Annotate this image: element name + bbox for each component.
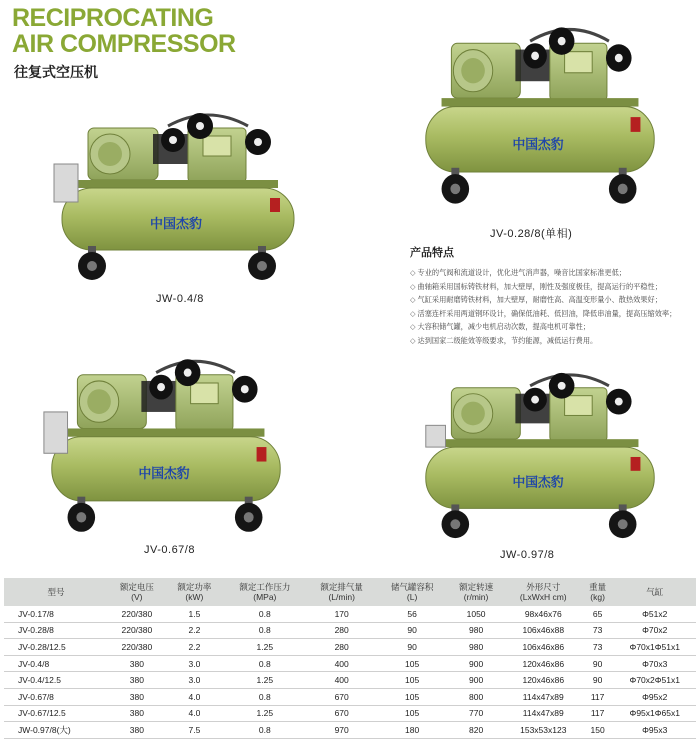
spec-cell: 117 bbox=[582, 688, 614, 705]
spec-table bbox=[4, 578, 696, 739]
spec-cell: 73 bbox=[582, 622, 614, 639]
spec-header-line: 气缸 bbox=[646, 587, 664, 597]
spec-cell: 1.25 bbox=[223, 639, 306, 656]
product-caption: JW-0.4/8 bbox=[156, 293, 204, 305]
spec-cell: 380 bbox=[108, 655, 166, 672]
spec-header-line: (MPa) bbox=[253, 592, 277, 602]
spec-cell: 2.2 bbox=[166, 622, 224, 639]
spec-cell: 280 bbox=[306, 639, 376, 656]
table-row bbox=[4, 672, 696, 689]
table-row bbox=[4, 606, 696, 622]
spec-header-line: (kg) bbox=[590, 592, 605, 602]
spec-header-line: (L) bbox=[406, 592, 418, 602]
brand-logo-text: 中国杰豹 bbox=[138, 466, 190, 483]
table-row bbox=[4, 705, 696, 722]
spec-cell: 0.8 bbox=[223, 655, 306, 672]
spec-header-line: 重量 bbox=[589, 582, 607, 592]
spec-cell: 114x47x89 bbox=[505, 688, 582, 705]
spec-header-line: 储气罐容积 bbox=[390, 582, 434, 592]
spec-header-line: (kW) bbox=[185, 592, 204, 602]
spec-header-line: 额定工作压力 bbox=[239, 582, 291, 592]
table-row bbox=[4, 655, 696, 672]
spec-header-line: (LxWxH cm) bbox=[519, 592, 567, 602]
feature-item: ◇ 达到国家二级能效等级要求，节约能源，减低运行费用。 bbox=[410, 334, 695, 348]
product-image-jv-0-67-8 bbox=[38, 352, 294, 538]
feature-item: ◇ 曲轴箱采用国标铸铁材料，加大壁厚，刚性及强度极佳，提高运行的平稳性； bbox=[410, 280, 695, 294]
title-line1: RECIPROCATING bbox=[12, 4, 214, 32]
spec-cell: 770 bbox=[447, 705, 505, 722]
feature-item: ◇ 活塞连杆采用两道钢环设计，确保低油耗、低回油，降低串油量，提高压缩效率； bbox=[410, 307, 695, 321]
spec-cell: 153x53x123 bbox=[505, 722, 582, 739]
spec-cell: 380 bbox=[108, 722, 166, 739]
spec-cell: 180 bbox=[377, 722, 447, 739]
spec-cell: 980 bbox=[447, 639, 505, 656]
spec-cell: 0.8 bbox=[223, 622, 306, 639]
spec-cell: 220/380 bbox=[108, 606, 166, 622]
feature-item: ◇ 气缸采用耐磨铸铁材料，加大壁厚，耐磨性高、高温变形量小、散热效果好； bbox=[410, 293, 695, 307]
spec-cell: 280 bbox=[306, 622, 376, 639]
features-panel bbox=[410, 244, 695, 348]
product-image-jw-0-4-8 bbox=[48, 106, 308, 286]
spec-cell: Φ70x1Φ51x1 bbox=[614, 639, 697, 656]
spec-column-header bbox=[4, 578, 108, 606]
spec-cell: 1.25 bbox=[223, 705, 306, 722]
spec-cell: 380 bbox=[108, 688, 166, 705]
product-image-jv-0-28-8 bbox=[412, 20, 668, 210]
spec-cell: 90 bbox=[377, 639, 447, 656]
spec-column-header bbox=[108, 578, 166, 606]
spec-column-header bbox=[223, 578, 306, 606]
spec-cell: 380 bbox=[108, 672, 166, 689]
spec-cell: Φ95x3 bbox=[614, 722, 697, 739]
spec-cell: 98x46x76 bbox=[505, 606, 582, 622]
spec-cell: 65 bbox=[582, 606, 614, 622]
spec-cell: 7.5 bbox=[166, 722, 224, 739]
spec-cell: 90 bbox=[582, 672, 614, 689]
spec-column-header bbox=[505, 578, 582, 606]
spec-cell: 1.5 bbox=[166, 606, 224, 622]
spec-column-header bbox=[614, 578, 697, 606]
brand-logo-text: 中国杰豹 bbox=[512, 475, 564, 491]
spec-header-line: 型号 bbox=[47, 587, 65, 597]
spec-cell: 73 bbox=[582, 639, 614, 656]
spec-header-line: (r/min) bbox=[463, 592, 489, 602]
feature-item: ◇ 专业的气阀和流道设计，优化进气消声器，噪音比国家标准更低； bbox=[410, 266, 695, 280]
table-row bbox=[4, 639, 696, 656]
spec-cell: 2.2 bbox=[166, 639, 224, 656]
product-image-jw-0-97-8 bbox=[412, 366, 668, 544]
spec-model-cell: JV-0.67/8 bbox=[4, 688, 108, 705]
spec-cell: 3.0 bbox=[166, 655, 224, 672]
spec-cell: Φ51x2 bbox=[614, 606, 697, 622]
spec-header-line: 额定转速 bbox=[459, 582, 494, 592]
product-caption: JV-0.67/8 bbox=[144, 544, 195, 556]
spec-cell: 900 bbox=[447, 655, 505, 672]
spec-cell: 105 bbox=[377, 655, 447, 672]
spec-column-header bbox=[582, 578, 614, 606]
brand-logo-text: 中国杰豹 bbox=[149, 217, 203, 232]
spec-cell: 4.0 bbox=[166, 705, 224, 722]
table-row bbox=[4, 688, 696, 705]
spec-cell: 120x46x86 bbox=[505, 672, 582, 689]
spec-cell: 56 bbox=[377, 606, 447, 622]
spec-cell: 90 bbox=[377, 622, 447, 639]
spec-cell: 980 bbox=[447, 622, 505, 639]
spec-cell: 900 bbox=[447, 672, 505, 689]
spec-cell: 105 bbox=[377, 705, 447, 722]
spec-column-header bbox=[447, 578, 505, 606]
spec-header-line: 额定排气量 bbox=[320, 582, 363, 592]
spec-column-header bbox=[377, 578, 447, 606]
spec-cell: 400 bbox=[306, 672, 376, 689]
spec-cell: 380 bbox=[108, 705, 166, 722]
product-caption: JW-0.97/8 bbox=[500, 549, 555, 561]
spec-header-line: (V) bbox=[131, 592, 143, 602]
spec-cell: 670 bbox=[306, 705, 376, 722]
spec-cell: 0.8 bbox=[223, 606, 306, 622]
spec-model-cell: JV-0.28/8 bbox=[4, 622, 108, 639]
brand-logo-text: 中国杰豹 bbox=[512, 137, 564, 153]
spec-table-header bbox=[4, 578, 696, 606]
spec-cell: 220/380 bbox=[108, 639, 166, 656]
spec-model-cell: JV-0.28/12.5 bbox=[4, 639, 108, 656]
spec-cell: 1050 bbox=[447, 606, 505, 622]
spec-header-line: 外形尺寸 bbox=[526, 582, 561, 592]
spec-cell: 670 bbox=[306, 688, 376, 705]
spec-cell: 0.8 bbox=[223, 688, 306, 705]
spec-model-cell: JV-0.67/12.5 bbox=[4, 705, 108, 722]
spec-cell: 106x46x88 bbox=[505, 622, 582, 639]
spec-cell: 0.8 bbox=[223, 722, 306, 739]
spec-cell: 117 bbox=[582, 705, 614, 722]
spec-cell: 114x47x89 bbox=[505, 705, 582, 722]
spec-header-line: 额定电压 bbox=[119, 582, 154, 592]
spec-cell: Φ95x2 bbox=[614, 688, 697, 705]
spec-cell: 970 bbox=[306, 722, 376, 739]
spec-cell: 820 bbox=[447, 722, 505, 739]
spec-header-line: (L/min) bbox=[328, 592, 355, 602]
product-caption: JV-0.28/8(单相) bbox=[490, 228, 573, 240]
title-line2: AIR COMPRESSOR bbox=[12, 30, 236, 58]
spec-cell: 105 bbox=[377, 672, 447, 689]
spec-cell: 800 bbox=[447, 688, 505, 705]
spec-cell: 150 bbox=[582, 722, 614, 739]
spec-model-cell: JV-0.17/8 bbox=[4, 606, 108, 622]
spec-cell: 1.25 bbox=[223, 672, 306, 689]
spec-cell: 90 bbox=[582, 655, 614, 672]
spec-cell: 170 bbox=[306, 606, 376, 622]
spec-cell: 4.0 bbox=[166, 688, 224, 705]
spec-cell: Φ70x2 bbox=[614, 622, 697, 639]
spec-cell: 400 bbox=[306, 655, 376, 672]
spec-cell: 106x46x86 bbox=[505, 639, 582, 656]
table-row bbox=[4, 622, 696, 639]
spec-header-line: 额定功率 bbox=[177, 582, 212, 592]
spec-cell: 120x46x86 bbox=[505, 655, 582, 672]
spec-cell: 105 bbox=[377, 688, 447, 705]
feature-item: ◇ 大容积储气罐，减少电机启动次数，提高电机可靠性； bbox=[410, 320, 695, 334]
spec-cell: Φ70x3 bbox=[614, 655, 697, 672]
spec-cell: 220/380 bbox=[108, 622, 166, 639]
spec-cell: Φ70x2Φ51x1 bbox=[614, 672, 697, 689]
spec-cell: 3.0 bbox=[166, 672, 224, 689]
spec-model-cell: JV-0.4/8 bbox=[4, 655, 108, 672]
spec-cell: Φ95x1Φ65x1 bbox=[614, 705, 697, 722]
spec-column-header bbox=[306, 578, 376, 606]
spec-column-header bbox=[166, 578, 224, 606]
spec-model-cell: JW-0.97/8(大) bbox=[4, 722, 108, 739]
features-title: 产品特点 bbox=[410, 246, 454, 259]
subtitle: 往复式空压机 bbox=[14, 65, 98, 81]
spec-model-cell: JV-0.4/12.5 bbox=[4, 672, 108, 689]
